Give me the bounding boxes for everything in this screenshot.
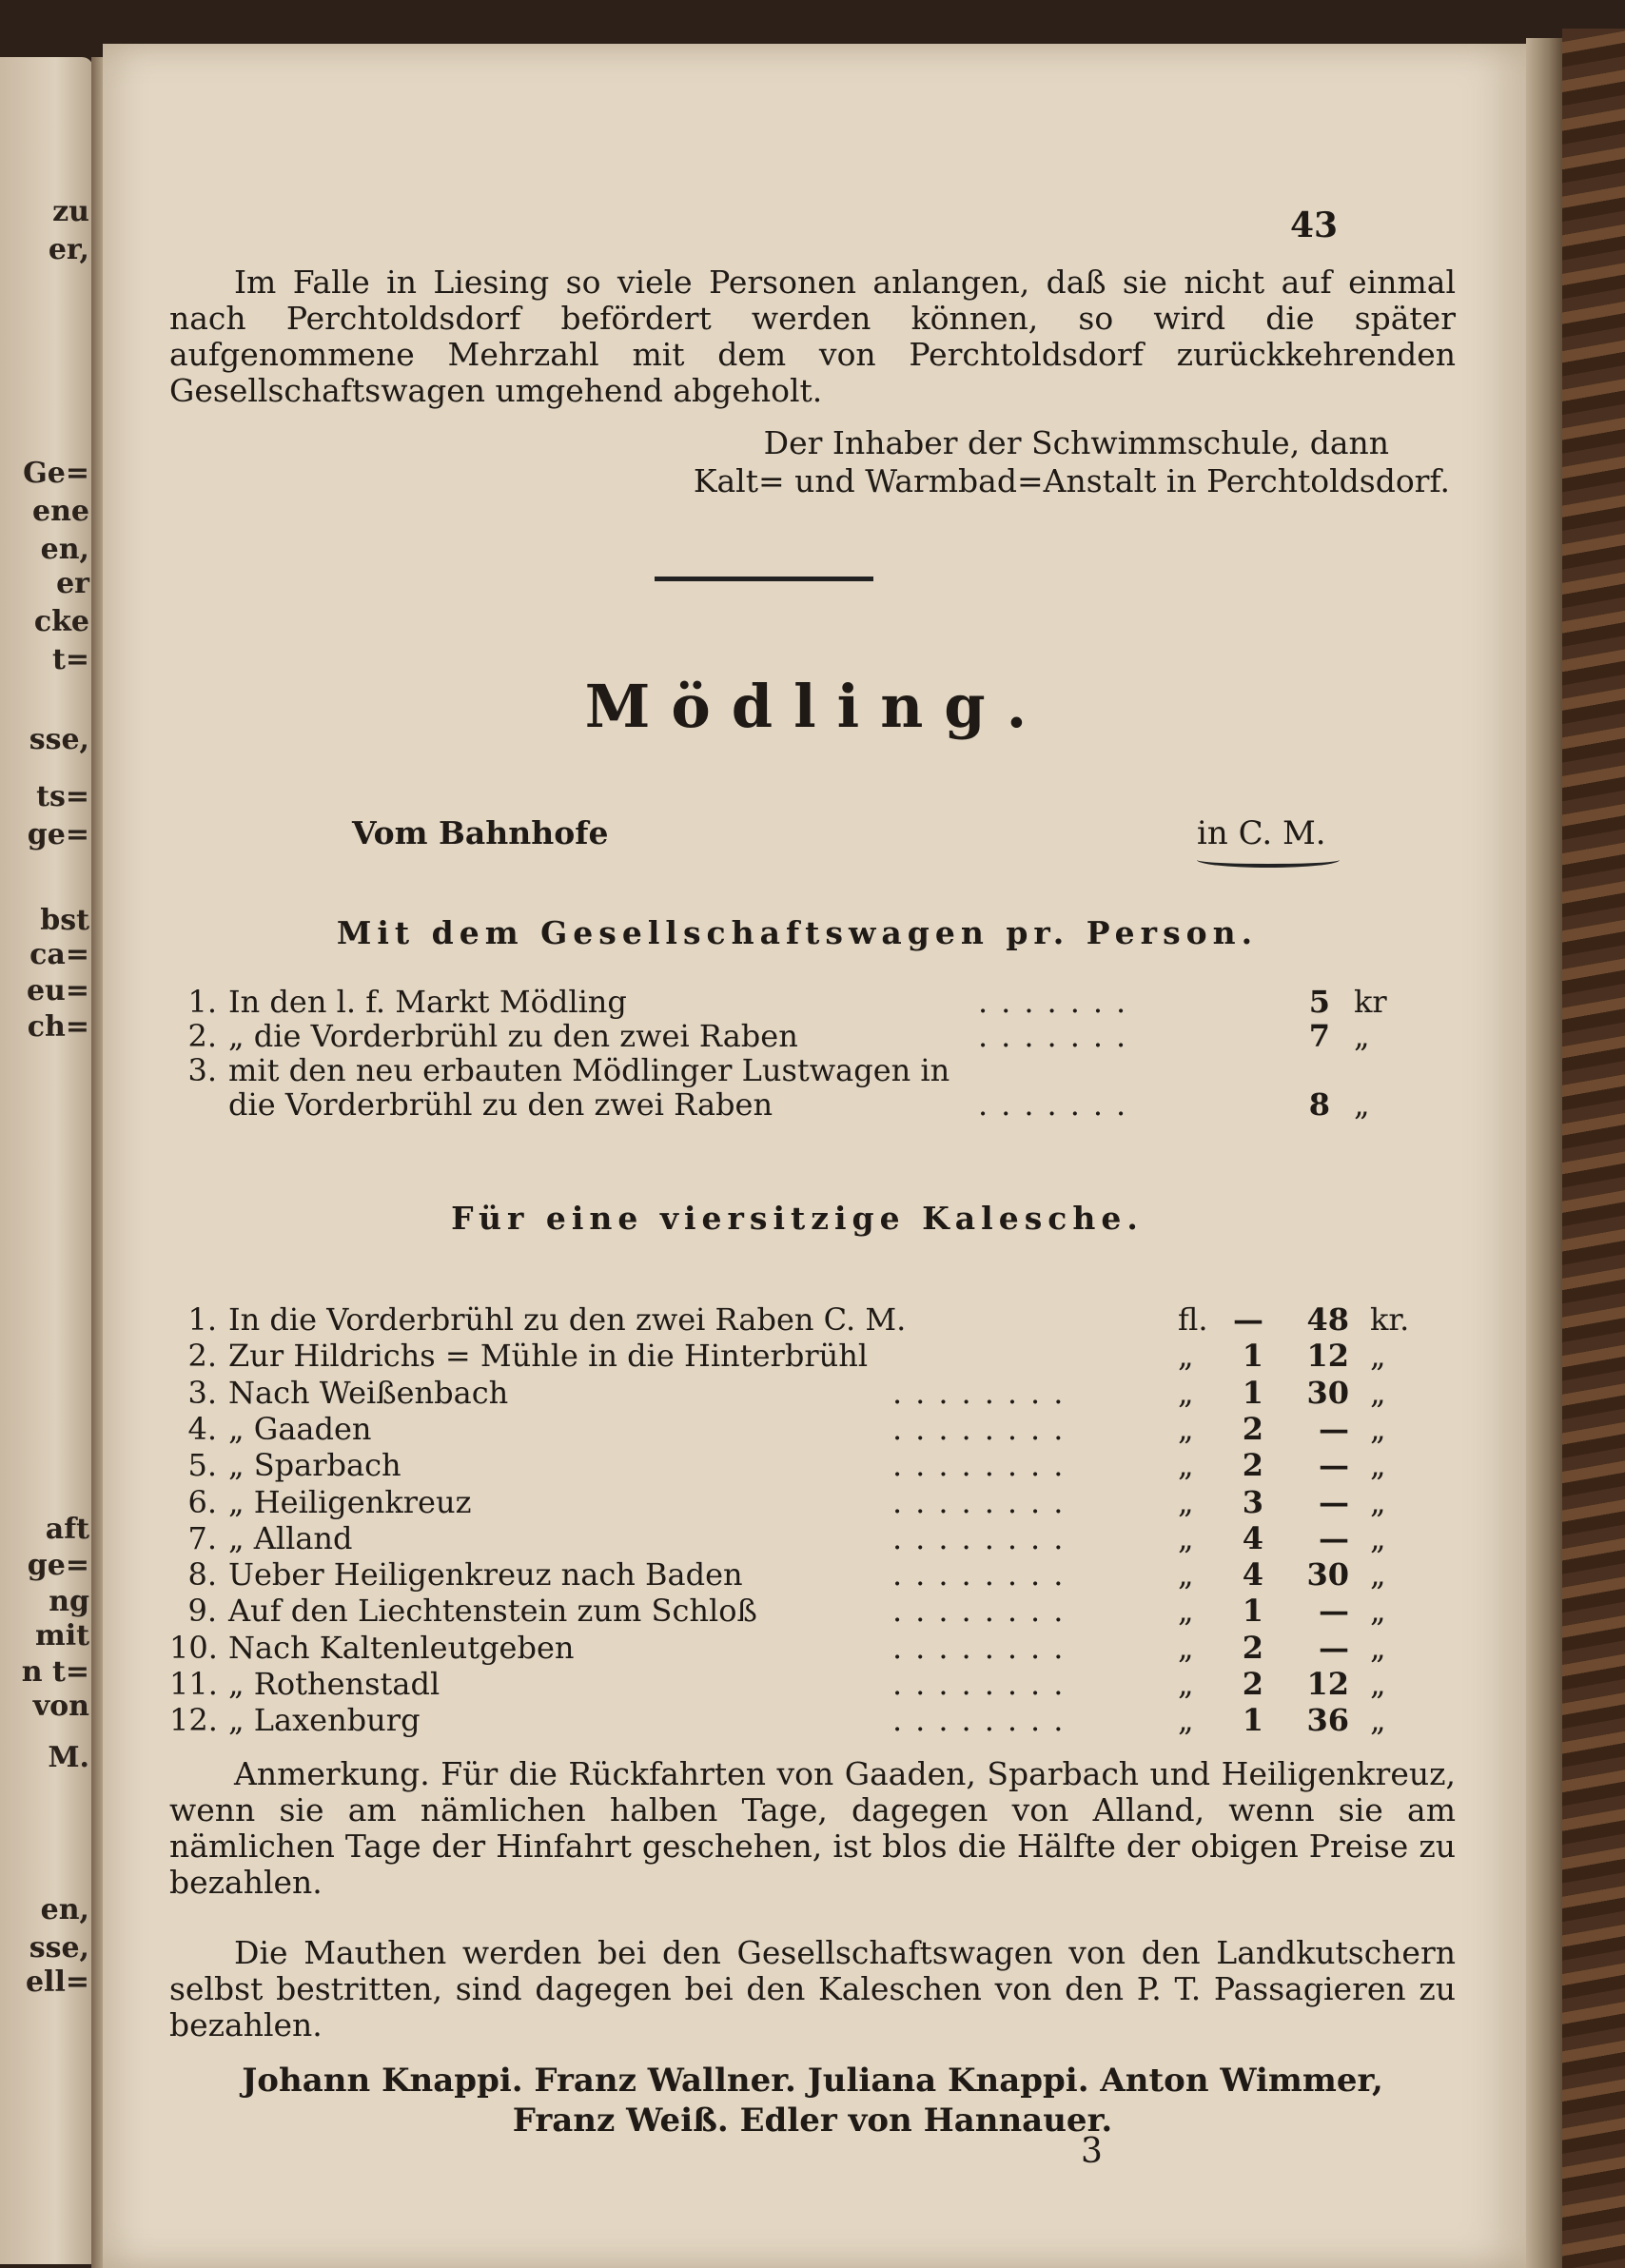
section-title: Mödling. [584, 672, 1048, 741]
fare-row [169, 1556, 1463, 1593]
left-page-fragment: M. [48, 1741, 89, 1774]
fare-number: 1. [187, 1301, 217, 1338]
page-number: 43 [1290, 205, 1339, 245]
fare-row [169, 1375, 1463, 1411]
fare-number: 8. [187, 1556, 217, 1593]
fare-number: 7. [187, 1520, 217, 1556]
fare-kreuzer: 30 [1306, 1556, 1349, 1593]
left-page-fragment: zu [52, 195, 89, 228]
fare-unit: kr [1354, 984, 1387, 1020]
proprietors-names [169, 2061, 1456, 2141]
fare-row [169, 1301, 1463, 1338]
fare-number: 3. [187, 1052, 217, 1088]
left-page-fragment: ts= [36, 780, 89, 813]
fare-unit: „ [1354, 1086, 1370, 1123]
florin-marker: „ [1178, 1375, 1194, 1411]
fare-row [169, 1447, 1463, 1483]
fare-florins: 1 [1242, 1593, 1263, 1629]
fare-kreuzer: — [1319, 1593, 1349, 1629]
florin-marker: „ [1178, 1520, 1194, 1556]
left-page-fragment: von [32, 1690, 89, 1723]
fare-unit: „ [1370, 1593, 1386, 1629]
signature-line-1: Der Inhaber der Schwimmschule, dann [763, 424, 1389, 461]
florin-marker: „ [1178, 1447, 1194, 1483]
signature-mark: 3 [1081, 2132, 1103, 2171]
left-page-fragment: Ge= [23, 457, 89, 490]
fare-destination: die Vorderbrühl zu den zwei Raben [228, 1086, 773, 1123]
leader-dots: ....... [978, 1018, 1140, 1054]
fare-destination: Zur Hildrichs = Mühle in die Hinterbrühl [228, 1338, 869, 1374]
fare-unit: „ [1370, 1484, 1386, 1520]
fare-destination: Ueber Heiligenkreuz nach Baden [228, 1556, 743, 1593]
fare-kreuzer: 30 [1306, 1375, 1349, 1411]
left-page-fragment: er, [48, 233, 89, 266]
fare-row [169, 1593, 1463, 1629]
fare-kreuzer: — [1319, 1447, 1349, 1483]
fare-number: 2. [187, 1338, 217, 1374]
leader-dots: ........ [892, 1447, 1077, 1483]
fare-number: 12. [169, 1702, 218, 1738]
left-page [0, 57, 93, 2264]
fare-destination: „ Gaaden [228, 1411, 372, 1447]
fare-florins: 3 [1242, 1484, 1263, 1520]
leader-dots: ........ [892, 1375, 1077, 1411]
fare-number: 2. [187, 1018, 217, 1054]
fare-unit: „ [1370, 1666, 1386, 1702]
book-page [103, 44, 1530, 2268]
fare-unit: „ [1370, 1411, 1386, 1447]
fare-unit: „ [1370, 1520, 1386, 1556]
fare-number: 9. [187, 1593, 217, 1629]
florin-marker: „ [1178, 1593, 1194, 1629]
florin-marker: „ [1178, 1484, 1194, 1520]
fare-florins: 2 [1242, 1630, 1263, 1666]
fare-number: 6. [187, 1484, 217, 1520]
fare-row [169, 1666, 1463, 1702]
fare-florins: 1 [1242, 1338, 1263, 1374]
note-paragraph: Anmerkung. Für die Rückfahrten von Gaaden, Sparbach und Heiligenkreuz, wenn sie am nämlichen halben Tage, dagegen von Alland, wenn sie am nämlichen Tage der Hinfahrt geschehen, ist blos die Hälfte der obigen Preise zu bezahlen. [169, 1755, 1456, 1901]
fare-destination: „ die Vorderbrühl zu den zwei Raben [228, 1018, 798, 1054]
intro-paragraph: Im Falle in Liesing so viele Personen anlangen, daß sie nicht auf einmal nach Perchtoldsdorf befördert werden können, so wird die später aufgenommene Mehrzahl mit dem von Perchtoldsdorf zurückkehrenden Gesellschaftswagen umgehend abgeholt. [169, 264, 1456, 409]
fare-unit: „ [1370, 1630, 1386, 1666]
fare-number: 5. [187, 1447, 217, 1483]
fare-kreuzer: 36 [1306, 1702, 1349, 1738]
florin-marker: „ [1178, 1556, 1194, 1593]
fare-kreuzer: — [1319, 1484, 1349, 1520]
fare-destination: mit den neu erbauten Mödlinger Lustwagen in [228, 1052, 950, 1088]
left-page-fragment: en, [40, 533, 89, 566]
fare-number: 1. [187, 984, 217, 1020]
florin-marker: „ [1178, 1630, 1194, 1666]
fare-unit: „ [1370, 1447, 1386, 1483]
fare-number: 4. [187, 1411, 217, 1447]
fare-unit: „ [1370, 1338, 1386, 1374]
leader-dots: ........ [892, 1484, 1077, 1520]
left-page-fragment: sse, [29, 1931, 89, 1965]
fare-row [169, 1702, 1463, 1738]
fare-unit: kr. [1370, 1301, 1410, 1338]
fare-kreuzer: 48 [1306, 1301, 1349, 1338]
fare-florins: — [1233, 1301, 1263, 1338]
fare-destination: „ Laxenburg [228, 1702, 421, 1738]
fare-destination: In den l. f. Markt Mödling [228, 984, 627, 1020]
fare-florins: 2 [1242, 1666, 1263, 1702]
left-page-fragment: n t= [21, 1655, 89, 1689]
leader-dots: ........ [892, 1666, 1077, 1702]
leader-dots: ........ [892, 1520, 1077, 1556]
names-line-2: Franz Weiß. Edler von Hannauer. [512, 2102, 1113, 2140]
fare-florins: 1 [1242, 1702, 1263, 1738]
fare-destination: In die Vorderbrühl zu den zwei Raben C. M. [228, 1301, 907, 1338]
fare-destination: „ Alland [228, 1520, 353, 1556]
leader-dots: ........ [892, 1630, 1077, 1666]
fare-destination: Nach Kaltenleutgeben [228, 1630, 575, 1666]
left-page-fragment: mit [35, 1619, 89, 1652]
section-divider [655, 577, 873, 581]
fare-florins: 4 [1242, 1556, 1263, 1593]
left-page-fragment: eu= [26, 974, 89, 1007]
left-page-fragment: cke [33, 605, 89, 638]
fare-price: 8 [1308, 1086, 1330, 1123]
fare-row [169, 984, 1463, 1020]
signature-line-2: Kalt= und Warmbad=Anstalt in Perchtoldsdorf. [693, 462, 1450, 499]
fare-number: 3. [187, 1375, 217, 1411]
fare-unit: „ [1370, 1702, 1386, 1738]
left-page-fragment: ge= [27, 1549, 89, 1582]
left-page-fragment: bst [40, 904, 89, 937]
fare-row [169, 1018, 1463, 1054]
florin-marker: fl. [1178, 1301, 1208, 1338]
book-cover [1562, 29, 1625, 2268]
page-edge [1526, 38, 1564, 2268]
fare-row [169, 1052, 1463, 1088]
fare-kreuzer: 12 [1306, 1338, 1349, 1374]
names-line-1: Johann Knappi. Franz Wallner. Juliana Knappi. Anton Wimmer, [242, 2062, 1383, 2100]
leader-dots: ........ [892, 1556, 1077, 1593]
leader-dots: ........ [892, 1593, 1077, 1629]
florin-marker: „ [1178, 1666, 1194, 1702]
left-page-fragment: t= [52, 643, 89, 676]
left-page-fragment: ng [49, 1585, 89, 1618]
toll-paragraph: Die Mauthen werden bei den Gesellschaftswagen von den Landkutschern selbst bestritten, sind dagegen bei den Kaleschen von den P. T. Passagieren zu bezahlen. [169, 1934, 1456, 2043]
signature-block [483, 424, 1450, 500]
florin-marker: „ [1178, 1411, 1194, 1447]
left-page-fragment: sse, [29, 723, 89, 756]
fare-florins: 2 [1242, 1447, 1263, 1483]
fare-price: 7 [1308, 1018, 1330, 1054]
fare-kreuzer: 12 [1306, 1666, 1349, 1702]
florin-marker: „ [1178, 1338, 1194, 1374]
leader-dots: ........ [892, 1702, 1077, 1738]
fare-unit: „ [1370, 1556, 1386, 1593]
currency-label: in C. M. [1197, 814, 1326, 852]
fare-destination: „ Heiligenkreuz [228, 1484, 472, 1520]
left-page-fragment: er [56, 567, 89, 600]
fare-row [169, 1338, 1463, 1374]
left-page-fragment: ch= [27, 1010, 89, 1044]
fare-number: 11. [169, 1666, 218, 1702]
fare-price: 5 [1308, 984, 1330, 1020]
fare-destination: „ Sparbach [228, 1447, 401, 1483]
fare-row [169, 1520, 1463, 1556]
fare-row [169, 1086, 1463, 1123]
from-label: Vom Bahnhofe [352, 814, 609, 851]
left-page-fragment: aft [45, 1513, 89, 1546]
left-page-fragment: en, [40, 1893, 89, 1926]
section1-heading: Mit dem Gesellschaftswagen pr. Person. [336, 914, 1259, 951]
fare-unit: „ [1354, 1018, 1370, 1054]
fare-destination: Nach Weißenbach [228, 1375, 509, 1411]
leader-dots: ....... [978, 1086, 1140, 1123]
fare-kreuzer: — [1319, 1520, 1349, 1556]
fare-number: 10. [169, 1630, 218, 1666]
section2-heading: Für eine viersitzige Kalesche. [451, 1200, 1144, 1237]
fare-florins: 2 [1242, 1411, 1263, 1447]
left-page-fragment: ene [32, 495, 89, 528]
fare-destination: „ Rothenstadl [228, 1666, 441, 1702]
leader-dots: ........ [892, 1411, 1077, 1447]
fare-unit: „ [1370, 1375, 1386, 1411]
currency-brace [1197, 852, 1340, 868]
fare-row [169, 1411, 1463, 1447]
florin-marker: „ [1178, 1702, 1194, 1738]
fare-florins: 4 [1242, 1520, 1263, 1556]
fare-row [169, 1484, 1463, 1520]
fare-florins: 1 [1242, 1375, 1263, 1411]
left-page-fragment: ell= [25, 1965, 89, 1999]
fare-kreuzer: — [1319, 1411, 1349, 1447]
left-page-fragment: ge= [27, 818, 89, 851]
left-page-fragment: ca= [29, 938, 89, 971]
fare-destination: Auf den Liechtenstein zum Schloß [228, 1593, 757, 1629]
fare-row [169, 1630, 1463, 1666]
fare-kreuzer: — [1319, 1630, 1349, 1666]
leader-dots: ....... [978, 984, 1140, 1020]
